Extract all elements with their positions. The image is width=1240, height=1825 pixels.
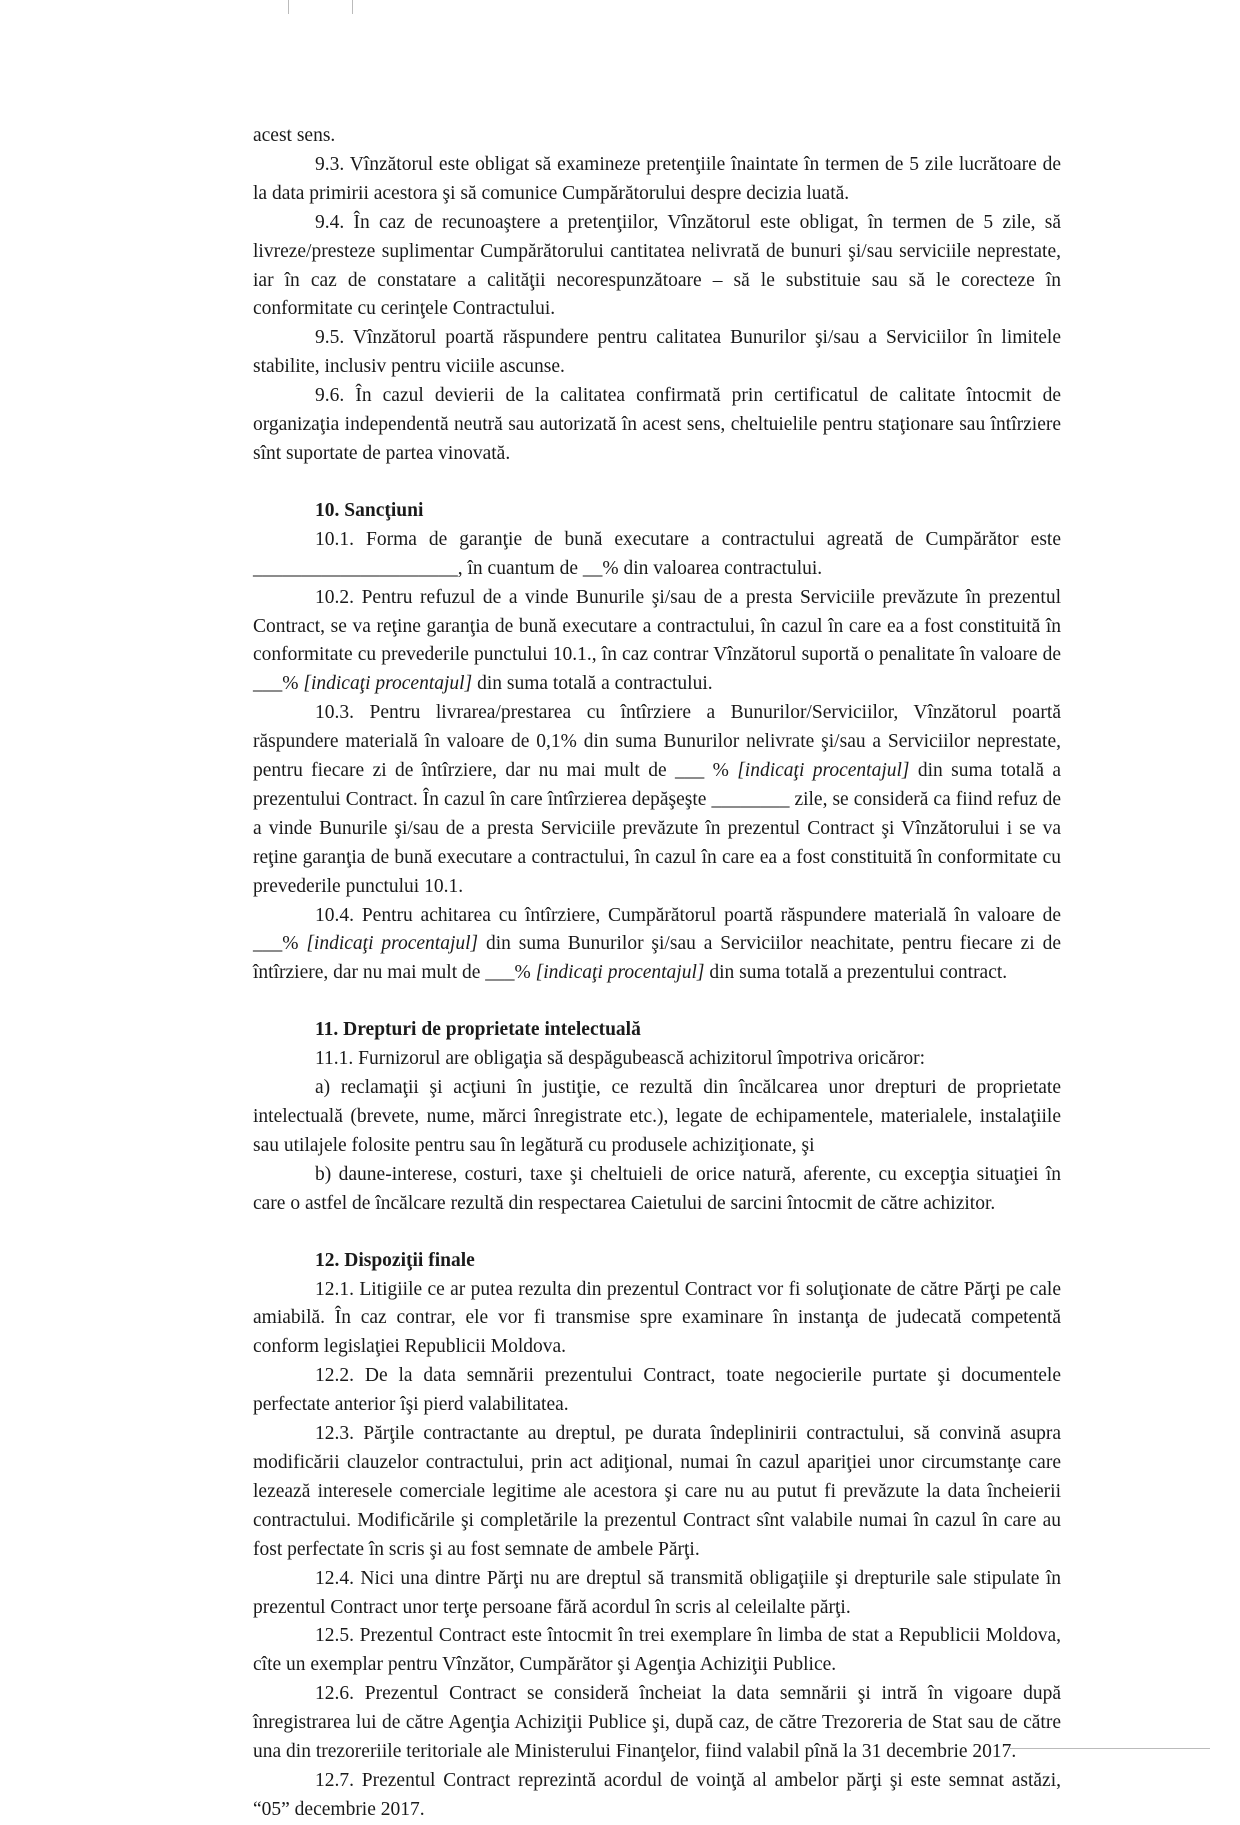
section-heading: 11. Drepturi de proprietate intelectuală — [315, 1019, 641, 1041]
paragraph: acest sens. — [253, 125, 336, 146]
placeholder-note: [indicaţi procentajul] — [737, 760, 910, 782]
text: 10.2. Pentru refuzul de a vinde Bunurile şi/sau de a presta Serviciile prevăzute în prezentul Contract, se va reţine garanţia de bună executare a contractului, în cazul în care ea a fost constituită în conformitate cu prevederile punctului 10.1., în caz contrar Vînzătorul suportă o penalitate în valoare de ___% — [253, 586, 1061, 695]
placeholder-note: [indicaţi procentajul] — [303, 673, 473, 695]
clause-9-3: 9.3. Vînzătorul este obligat să examineze pretenţiile înaintate în termen de 5 zile lucrătoare de la data primirii acestora şi să comunice Cumpărătorului despre decizia luată. — [253, 153, 1061, 204]
scan-artifact — [352, 0, 353, 14]
section-heading: 12. Dispoziţii finale — [315, 1249, 475, 1271]
clause-10-4 — [253, 902, 1061, 989]
section-9-continuation — [253, 122, 1061, 469]
section-heading: 10. Sancţiuni — [315, 499, 424, 521]
clause-9-4: 9.4. În caz de recunoaştere a pretenţiilor, Vînzătorul este obligat, în termen de 5 zile, să livreze/presteze suplimentar Cumpărătorului cantitatea nelivrată de bunuri şi/sau serviciile neprestate, iar în caz de constatare a calităţii necorespunzătoare – să le substituie sau să le corecteze în conformitate cu cerinţele Contractului. — [253, 211, 1061, 320]
clause-11-1: 11.1. Furnizorul are obligaţia să despăgubească achizitorul împotriva oricăror: — [315, 1048, 926, 1070]
section-12 — [253, 1247, 1061, 1825]
clause-9-6: 9.6. În cazul devierii de la calitatea confirmată prin certificatul de calitate întocmit de organizaţia independentă neutră sau autorizată în acest sens, cheltuielile pentru staţionare sau întîrziere sînt suportate de partea vinovată. — [253, 385, 1061, 464]
clause-12-2: 12.2. De la data semnării prezentului Contract, toate negocierile purtate şi documentele perfectate anterior îşi pierd valabilitatea. — [253, 1365, 1061, 1416]
text: 10.3. Pentru livrarea/prestarea cu întîrziere a Bunurilor/Serviciilor, Vînzătorul poartă răspundere materială în valoare de 0,1% din suma Bunurilor nelivrate şi/sau a Serviciilor neprestate, pentru fiecare zi de întîrziere, dar nu mai mult de ___ % — [253, 702, 1061, 782]
clause-11-1-b: b) daune-interese, costuri, taxe şi cheltuieli de orice natură, aferente, cu excepţia situaţiei în care o astfel de încălcare rezultă din respectarea Caietului de sarcini întocmit de către achizitor. — [253, 1163, 1061, 1214]
text: 10.4. Pentru achitarea cu întîrziere, Cumpărătorul poartă răspundere materială în valoare de ___% — [253, 904, 1061, 955]
clause-9-5: 9.5. Vînzătorul poartă răspundere pentru calitatea Bunurilor şi/sau a Serviciilor în limitele stabilite, inclusiv pentru viciile ascunse. — [253, 327, 1061, 378]
section-10 — [253, 497, 1061, 988]
clause-11-1-a: a) reclamaţii şi acţiuni în justiţie, ce rezultă din încălcarea unor drepturi de proprietate intelectuală (brevete, nume, mărci înregistrate etc.), legate de echipamentele, materialele, instalaţiile sau utilajele folosite pentru sau în legătură cu produsele achiziţionate, şi — [253, 1077, 1061, 1156]
text: din suma totală a prezentului Contract. În cazul în care întîrzierea depăşeşte ________ zile, se consideră ca fiind refuz de a vinde Bunurile şi/sau de a presta Serviciile prevăzute în prezentul Contract şi Vînzătorului i se va reţine garanţia de bună executare a contractului, în cazul în care ea a fost constituită în conformitate cu prevederile punctului 10.1. — [253, 760, 1061, 897]
text: din suma Bunurilor şi/sau a Serviciilor neachitate, pentru fiecare zi de întîrziere, dar nu mai mult de ___% — [253, 933, 1061, 984]
placeholder-note: [indicaţi procentajul] — [306, 933, 479, 955]
clause-10-2 — [253, 584, 1061, 700]
clause-12-1: 12.1. Litigiile ce ar putea rezulta din prezentul Contract vor fi soluţionate de către Părţi pe cale amiabilă. În caz contrar, ele vor fi transmise spre examinare în instanţa de judecată competentă conform legislaţiei Republicii Moldova. — [253, 1278, 1061, 1358]
clause-12-7: 12.7. Prezentul Contract reprezintă acordul de voinţă al ambelor părţi şi este semnat astăzi, “05” decembrie 2017. — [253, 1769, 1061, 1820]
clause-12-5: 12.5. Prezentul Contract este întocmit în trei exemplare în limba de stat a Republicii Moldova, cîte un exemplar pentru Vînzător, Cumpărător şi Agenţia Achiziţii Publice. — [253, 1625, 1061, 1676]
placeholder-note: [indicaţi procentajul] — [535, 962, 705, 984]
scan-artifact — [288, 0, 289, 14]
clause-10-1: 10.1. Forma de garanţie de bună executare a contractului agreată de Cumpărător este _____________________, în cuantum de __% din valoarea contractului. — [253, 528, 1061, 579]
clause-12-4: 12.4. Nici una dintre Părţi nu are dreptul să transmită obligaţiile şi drepturile sale stipulate în prezentul Contract unor terţe persoane fără acordul în scris al celeilalte părţi. — [253, 1567, 1061, 1618]
clause-12-6: 12.6. Prezentul Contract se consideră încheiat la data semnării şi intră în vigoare după înregistrarea lui de către Agenţia Achiziţii Publice şi, după caz, de către Trezoreria de Stat sau de către una din trezoreriile teritoriale ale Ministerului Finanţelor, fiind valabil pînă la 31 decembrie 2017. — [253, 1683, 1061, 1763]
text: din suma totală a contractului. — [472, 673, 713, 695]
clause-12-3: 12.3. Părţile contractante au dreptul, pe durata îndeplinirii contractului, să convină asupra modificării clauzelor contractului, prin act adiţional, numai în cazul apariţiei unor circumstanţe care lezează interesele comerciale legitime ale acestora şi care nu au putut fi prevăzute la data încheierii contractului. Modificările şi completările la prezentul Contract sînt valabile numai în cazul în care au fost perfectate în scris şi au fost semnate de ambele Părţi. — [253, 1423, 1061, 1560]
text: din suma totală a prezentului contract. — [704, 962, 1008, 984]
clause-10-3 — [253, 699, 1061, 901]
section-11 — [253, 1016, 1061, 1218]
document-page — [253, 122, 1061, 1825]
